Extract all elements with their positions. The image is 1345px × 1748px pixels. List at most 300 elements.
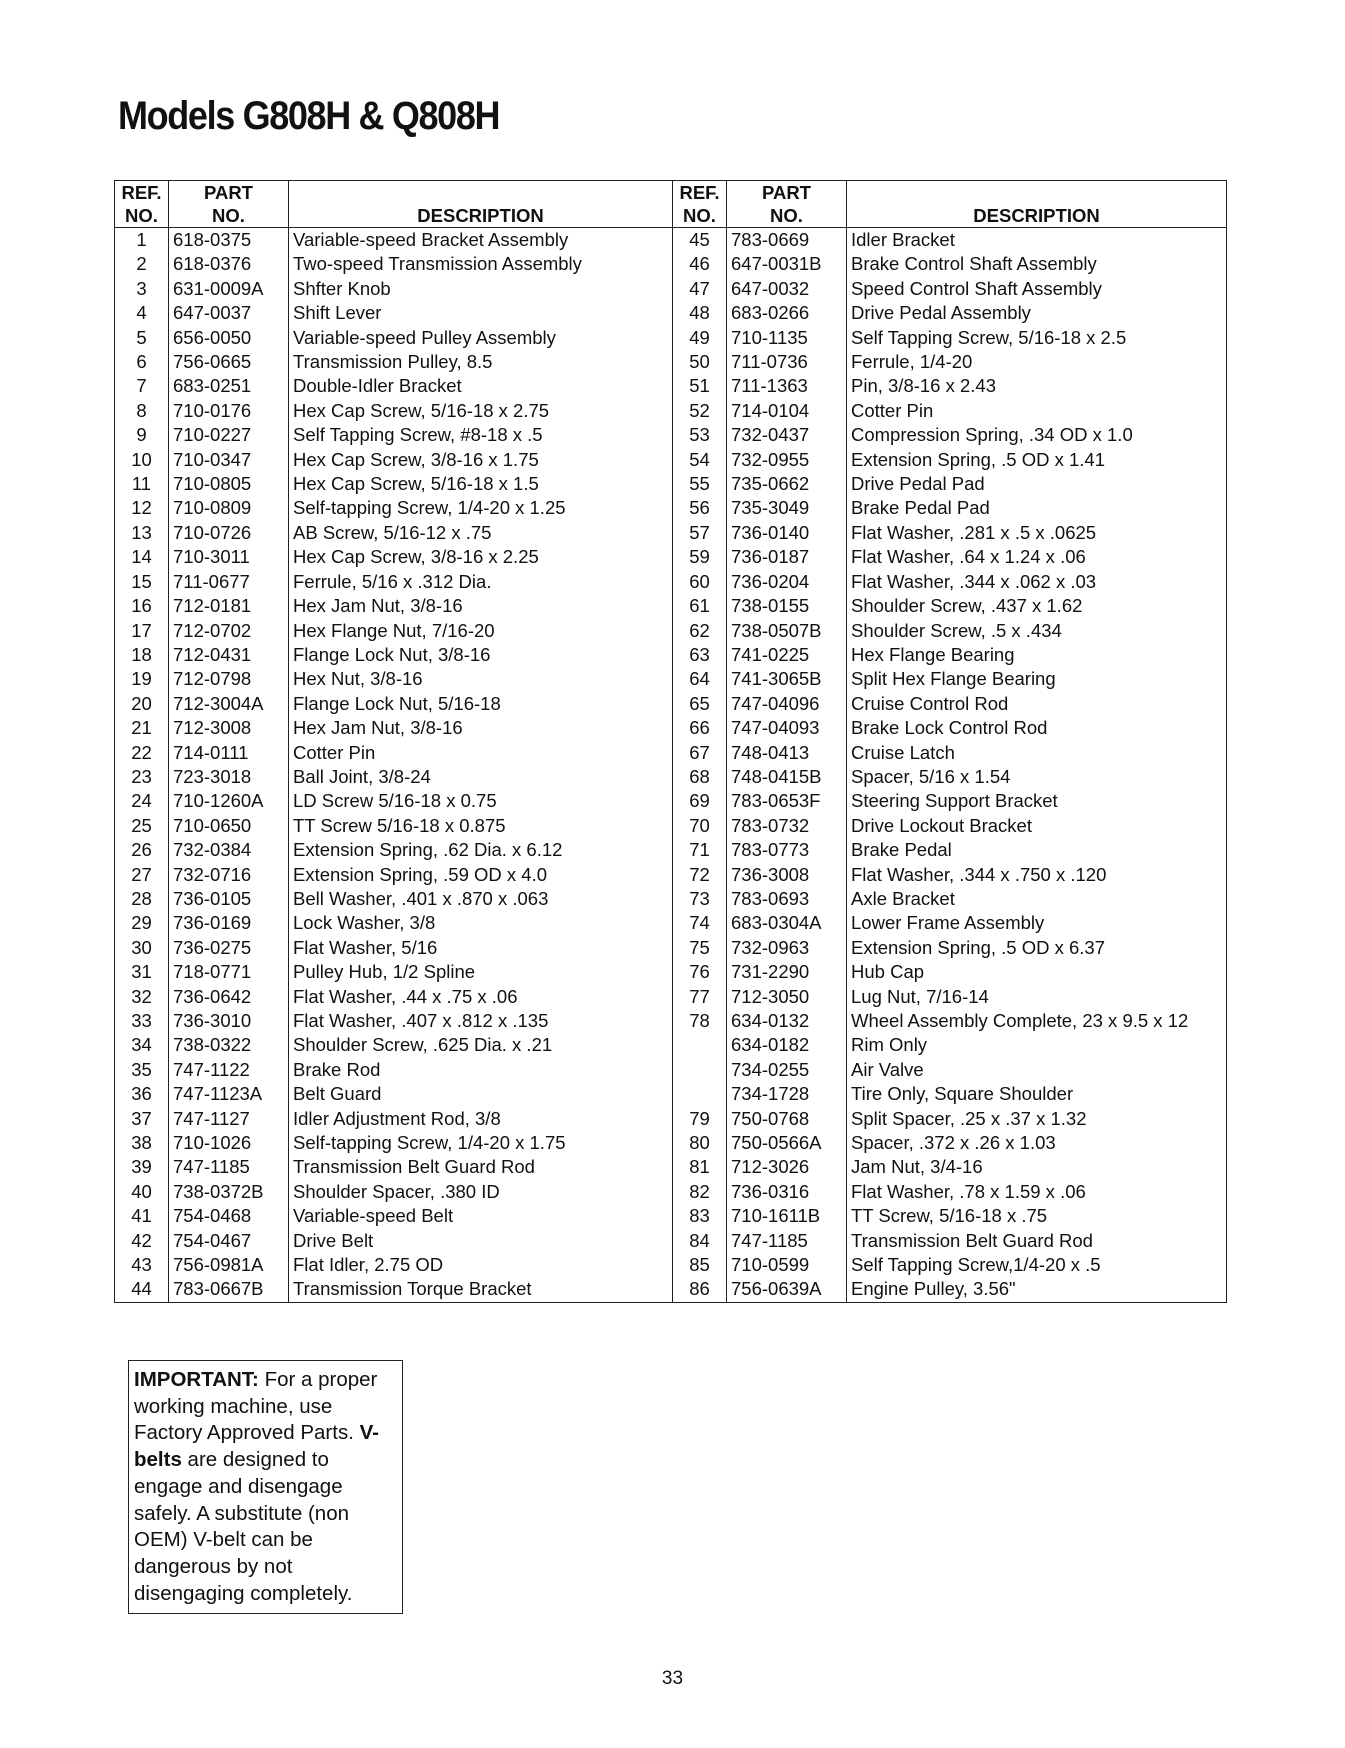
ref-no-cell: 39 xyxy=(131,1156,152,1178)
description-cell: Transmission Belt Guard Rod xyxy=(847,1229,1227,1253)
table-row xyxy=(115,692,1227,716)
ref-no-cell: 79 xyxy=(673,1107,727,1131)
description-cell: Brake Lock Control Rod xyxy=(847,716,1227,740)
table-row xyxy=(115,1033,1227,1057)
ref-no-cell: 43 xyxy=(131,1254,152,1276)
description-cell: Transmission Belt Guard Rod xyxy=(289,1155,673,1179)
ref-no-cell: 73 xyxy=(673,887,727,911)
description-cell: Shoulder Screw, .5 x .434 xyxy=(847,619,1227,643)
ref-no-cell: 80 xyxy=(673,1131,727,1155)
ref-no-cell: 5 xyxy=(136,326,147,348)
description-cell: Steering Support Bracket xyxy=(847,789,1227,813)
part-no-cell: 756-0665 xyxy=(169,350,289,374)
part-no-cell: 738-0507B xyxy=(727,619,847,643)
part-no-cell: 747-1127 xyxy=(169,1107,289,1131)
part-no-cell: 736-3010 xyxy=(169,1009,289,1033)
ref-no-cell: 60 xyxy=(673,570,727,594)
description-cell: Double-Idler Bracket xyxy=(289,374,673,398)
ref-no-cell: 86 xyxy=(673,1277,727,1302)
description-cell: Flat Washer, .281 x .5 x .0625 xyxy=(847,521,1227,545)
part-no-cell: 750-0566A xyxy=(727,1131,847,1155)
table-row xyxy=(115,716,1227,740)
ref-no-cell: 34 xyxy=(131,1034,152,1056)
description-cell: Brake Pedal Pad xyxy=(847,496,1227,520)
table-row xyxy=(115,496,1227,520)
ref-no-cell: 68 xyxy=(673,765,727,789)
part-no-cell: 710-1026 xyxy=(169,1131,289,1155)
table-row xyxy=(115,619,1227,643)
ref-no-cell: 2 xyxy=(136,253,147,275)
table-row xyxy=(115,472,1227,496)
ref-no-cell: 47 xyxy=(673,277,727,301)
description-cell: Flat Washer, 5/16 xyxy=(289,936,673,960)
ref-no-cell: 84 xyxy=(673,1229,727,1253)
ref-no-cell: 33 xyxy=(131,1010,152,1031)
ref-no-cell: 85 xyxy=(673,1253,727,1277)
description-cell: Split Spacer, .25 x .37 x 1.32 xyxy=(847,1107,1227,1131)
ref-no-cell: 78 xyxy=(673,1009,727,1033)
table-row xyxy=(115,1058,1227,1082)
part-no-cell: 710-0805 xyxy=(169,472,289,496)
description-cell: Flat Washer, .78 x 1.59 x .06 xyxy=(847,1180,1227,1204)
ref-no-cell: 56 xyxy=(673,496,727,520)
table-row xyxy=(115,1131,1227,1155)
part-no-cell: 736-0187 xyxy=(727,545,847,569)
ref-no-cell: 30 xyxy=(131,936,152,958)
description-cell: Wheel Assembly Complete, 23 x 9.5 x 12 xyxy=(847,1009,1227,1033)
table-row xyxy=(115,741,1227,765)
description-cell: Drive Pedal Assembly xyxy=(847,301,1227,325)
description-cell: Idler Adjustment Rod, 3/8 xyxy=(289,1107,673,1131)
part-no-cell: 647-0031B xyxy=(727,252,847,276)
description-cell: Variable-speed Bracket Assembly xyxy=(289,228,673,253)
description-cell: Variable-speed Belt xyxy=(289,1204,673,1228)
description-cell: TT Screw 5/16-18 x 0.875 xyxy=(289,814,673,838)
ref-no-cell xyxy=(673,1082,727,1106)
part-no-cell: 712-0181 xyxy=(169,594,289,618)
ref-no-cell: 35 xyxy=(131,1058,152,1080)
description-cell: Belt Guard xyxy=(289,1082,673,1106)
table-row xyxy=(115,399,1227,423)
description-cell: Flat Washer, .44 x .75 x .06 xyxy=(289,985,673,1009)
description-cell: Engine Pulley, 3.56" xyxy=(847,1277,1227,1302)
table-row xyxy=(115,789,1227,813)
description-cell: Tire Only, Square Shoulder xyxy=(847,1082,1227,1106)
table-row xyxy=(115,911,1227,935)
table-row xyxy=(115,374,1227,398)
description-cell: Pin, 3/8-16 x 2.43 xyxy=(847,374,1227,398)
table-row xyxy=(115,765,1227,789)
table-row xyxy=(115,326,1227,350)
description-cell: Extension Spring, .59 OD x 4.0 xyxy=(289,863,673,887)
table-row xyxy=(115,887,1227,911)
ref-no-cell: 62 xyxy=(673,619,727,643)
table-row xyxy=(115,301,1227,325)
part-no-cell: 714-0111 xyxy=(169,741,289,765)
ref-no-cell: 63 xyxy=(673,643,727,667)
part-no-cell: 756-0639A xyxy=(727,1277,847,1302)
ref-no-cell: 67 xyxy=(673,741,727,765)
description-cell: Shoulder Screw, .437 x 1.62 xyxy=(847,594,1227,618)
description-cell: Shfter Knob xyxy=(289,277,673,301)
ref-no-cell: 16 xyxy=(131,595,152,617)
table-row xyxy=(115,1277,1227,1302)
description-cell: AB Screw, 5/16-12 x .75 xyxy=(289,521,673,545)
part-no-cell: 718-0771 xyxy=(169,960,289,984)
ref-no-cell: 82 xyxy=(673,1180,727,1204)
part-no-cell: 747-04096 xyxy=(727,692,847,716)
description-cell: Extension Spring, .5 OD x 6.37 xyxy=(847,936,1227,960)
part-no-cell: 731-2290 xyxy=(727,960,847,984)
ref-no-cell: 72 xyxy=(673,863,727,887)
description-cell: Rim Only xyxy=(847,1033,1227,1057)
part-no-cell: 732-0955 xyxy=(727,448,847,472)
description-cell: Hex Nut, 3/8-16 xyxy=(289,667,673,691)
part-no-cell: 736-0169 xyxy=(169,911,289,935)
ref-no-cell: 44 xyxy=(131,1278,152,1300)
part-no-cell: 747-1122 xyxy=(169,1058,289,1082)
description-cell: Lock Washer, 3/8 xyxy=(289,911,673,935)
ref-no-cell: 64 xyxy=(673,667,727,691)
ref-no-cell: 42 xyxy=(131,1229,152,1251)
ref-no-cell: 7 xyxy=(136,375,147,397)
description-cell: Extension Spring, .62 Dia. x 6.12 xyxy=(289,838,673,862)
ref-no-cell: 76 xyxy=(673,960,727,984)
part-no-cell: 712-0702 xyxy=(169,619,289,643)
part-no-cell: 683-0251 xyxy=(169,374,289,398)
ref-no-cell xyxy=(673,1058,727,1082)
part-no-cell: 783-0693 xyxy=(727,887,847,911)
description-cell: Pulley Hub, 1/2 Spline xyxy=(289,960,673,984)
ref-no-cell: 48 xyxy=(673,301,727,325)
description-cell: Shoulder Screw, .625 Dia. x .21 xyxy=(289,1033,673,1057)
part-no-cell: 710-3011 xyxy=(169,545,289,569)
description-cell: Shoulder Spacer, .380 ID xyxy=(289,1180,673,1204)
description-cell: Air Valve xyxy=(847,1058,1227,1082)
description-cell: Transmission Torque Bracket xyxy=(289,1277,673,1302)
ref-no-cell: 55 xyxy=(673,472,727,496)
ref-no-cell: 26 xyxy=(131,839,152,861)
table-row xyxy=(115,1253,1227,1277)
part-no-cell: 736-0140 xyxy=(727,521,847,545)
part-no-cell: 710-0809 xyxy=(169,496,289,520)
ref-no-cell: 29 xyxy=(131,912,152,934)
ref-no-cell: 27 xyxy=(131,863,152,885)
table-row xyxy=(115,228,1227,253)
part-no-cell: 736-0316 xyxy=(727,1180,847,1204)
part-no-cell: 736-3008 xyxy=(727,863,847,887)
description-cell: Drive Belt xyxy=(289,1229,673,1253)
ref-no-cell: 1 xyxy=(136,229,147,250)
description-cell: Idler Bracket xyxy=(847,228,1227,253)
part-no-cell: 783-0667B xyxy=(169,1277,289,1302)
description-cell: Compression Spring, .34 OD x 1.0 xyxy=(847,423,1227,447)
ref-no-cell: 51 xyxy=(673,374,727,398)
description-cell: Spacer, .372 x .26 x 1.03 xyxy=(847,1131,1227,1155)
part-no-cell: 710-1135 xyxy=(727,326,847,350)
part-no-cell: 736-0204 xyxy=(727,570,847,594)
description-cell: Hex Cap Screw, 5/16-18 x 1.5 xyxy=(289,472,673,496)
part-no-cell: 714-0104 xyxy=(727,399,847,423)
description-cell: Ferrule, 5/16 x .312 Dia. xyxy=(289,570,673,594)
ref-no-cell: 54 xyxy=(673,448,727,472)
ref-no-cell: 8 xyxy=(136,399,147,421)
page-title: Models G808H & Q808H xyxy=(118,94,500,138)
table-row xyxy=(115,863,1227,887)
ref-no-cell: 40 xyxy=(131,1180,152,1202)
description-cell: Hex Cap Screw, 3/8-16 x 2.25 xyxy=(289,545,673,569)
description-cell: Shift Lever xyxy=(289,301,673,325)
part-no-cell: 710-0726 xyxy=(169,521,289,545)
ref-no-cell: 77 xyxy=(673,985,727,1009)
part-no-cell: 732-0437 xyxy=(727,423,847,447)
ref-no-cell: 61 xyxy=(673,594,727,618)
table-row xyxy=(115,350,1227,374)
ref-no-cell: 46 xyxy=(673,252,727,276)
part-no-cell: 735-0662 xyxy=(727,472,847,496)
part-no-cell: 647-0037 xyxy=(169,301,289,325)
table-row xyxy=(115,448,1227,472)
ref-no-cell: 65 xyxy=(673,692,727,716)
ref-no-header: REF. NO. xyxy=(673,181,727,228)
table-row xyxy=(115,667,1227,691)
part-no-cell: 647-0032 xyxy=(727,277,847,301)
part-no-cell: 738-0155 xyxy=(727,594,847,618)
table-row xyxy=(115,252,1227,276)
ref-no-cell: 32 xyxy=(131,985,152,1007)
part-no-cell: 735-3049 xyxy=(727,496,847,520)
description-cell: Brake Control Shaft Assembly xyxy=(847,252,1227,276)
part-no-cell: 783-0669 xyxy=(727,228,847,253)
part-no-cell: 712-3008 xyxy=(169,716,289,740)
parts-table-body xyxy=(115,228,1227,1303)
table-row xyxy=(115,277,1227,301)
table-row xyxy=(115,985,1227,1009)
part-no-cell: 734-1728 xyxy=(727,1082,847,1106)
table-row xyxy=(115,814,1227,838)
description-cell: Hex Cap Screw, 3/8-16 x 1.75 xyxy=(289,448,673,472)
ref-no-cell: 41 xyxy=(131,1205,152,1227)
description-cell: Cruise Control Rod xyxy=(847,692,1227,716)
ref-no-cell: 6 xyxy=(136,351,147,373)
part-no-cell: 783-0773 xyxy=(727,838,847,862)
ref-no-cell: 49 xyxy=(673,326,727,350)
important-text: For a proper working machine, use Factory Approved Parts. xyxy=(134,1368,378,1445)
part-no-cell: 748-0413 xyxy=(727,741,847,765)
part-no-cell: 712-3004A xyxy=(169,692,289,716)
page-number: 33 xyxy=(661,1668,684,1689)
part-no-cell: 634-0132 xyxy=(727,1009,847,1033)
ref-no-cell: 3 xyxy=(136,277,147,299)
ref-no-cell xyxy=(673,1033,727,1057)
ref-no-cell: 37 xyxy=(131,1107,152,1129)
description-cell: Cruise Latch xyxy=(847,741,1227,765)
part-no-cell: 710-0227 xyxy=(169,423,289,447)
important-notice xyxy=(128,1360,403,1614)
ref-no-cell: 36 xyxy=(131,1083,152,1105)
description-cell: Self-tapping Screw, 1/4-20 x 1.75 xyxy=(289,1131,673,1155)
ref-no-cell: 13 xyxy=(131,521,152,543)
ref-no-cell: 18 xyxy=(131,643,152,665)
part-no-cell: 710-0347 xyxy=(169,448,289,472)
part-no-cell: 783-0653F xyxy=(727,789,847,813)
description-cell: Variable-speed Pulley Assembly xyxy=(289,326,673,350)
part-no-cell: 748-0415B xyxy=(727,765,847,789)
description-cell: Self Tapping Screw, #8-18 x .5 xyxy=(289,423,673,447)
description-cell: LD Screw 5/16-18 x 0.75 xyxy=(289,789,673,813)
ref-no-cell: 69 xyxy=(673,789,727,813)
description-cell: Extension Spring, .5 OD x 1.41 xyxy=(847,448,1227,472)
description-cell: Hex Jam Nut, 3/8-16 xyxy=(289,594,673,618)
ref-no-cell: 19 xyxy=(131,668,152,690)
description-cell: Drive Pedal Pad xyxy=(847,472,1227,496)
part-no-cell: 683-0266 xyxy=(727,301,847,325)
part-no-cell: 631-0009A xyxy=(169,277,289,301)
ref-no-cell: 4 xyxy=(136,302,147,324)
description-cell: Hex Flange Nut, 7/16-20 xyxy=(289,619,673,643)
table-row xyxy=(115,521,1227,545)
part-no-cell: 723-3018 xyxy=(169,765,289,789)
part-no-cell: 710-0650 xyxy=(169,814,289,838)
table-row xyxy=(115,1082,1227,1106)
ref-no-cell: 21 xyxy=(131,717,152,739)
part-no-cell: 736-0105 xyxy=(169,887,289,911)
description-header: DESCRIPTION xyxy=(847,181,1227,228)
part-no-cell: 712-0798 xyxy=(169,667,289,691)
part-no-cell: 741-3065B xyxy=(727,667,847,691)
description-cell: Hub Cap xyxy=(847,960,1227,984)
ref-no-cell: 12 xyxy=(131,497,152,519)
description-cell: Two-speed Transmission Assembly xyxy=(289,252,673,276)
description-cell: Flange Lock Nut, 3/8-16 xyxy=(289,643,673,667)
table-row xyxy=(115,936,1227,960)
ref-no-cell: 22 xyxy=(131,741,152,763)
table-row xyxy=(115,545,1227,569)
vbelts-label: V-belts xyxy=(134,1421,379,1472)
part-no-cell: 754-0468 xyxy=(169,1204,289,1228)
description-cell: Cotter Pin xyxy=(289,741,673,765)
part-no-cell: 618-0375 xyxy=(169,228,289,253)
description-cell: Transmission Pulley, 8.5 xyxy=(289,350,673,374)
table-row xyxy=(115,1009,1227,1033)
description-cell: Flat Washer, .344 x .750 x .120 xyxy=(847,863,1227,887)
description-cell: Bell Washer, .401 x .870 x .063 xyxy=(289,887,673,911)
description-header: DESCRIPTION xyxy=(289,181,673,228)
part-no-cell: 754-0467 xyxy=(169,1229,289,1253)
table-row xyxy=(115,1204,1227,1228)
part-no-cell: 736-0275 xyxy=(169,936,289,960)
part-no-cell: 711-0736 xyxy=(727,350,847,374)
ref-no-cell: 81 xyxy=(673,1155,727,1179)
part-no-cell: 711-0677 xyxy=(169,570,289,594)
description-cell: Self Tapping Screw, 5/16-18 x 2.5 xyxy=(847,326,1227,350)
description-cell: Hex Flange Bearing xyxy=(847,643,1227,667)
description-cell: Flat Washer, .344 x .062 x .03 xyxy=(847,570,1227,594)
ref-no-cell: 52 xyxy=(673,399,727,423)
part-no-cell: 712-0431 xyxy=(169,643,289,667)
ref-no-cell: 9 xyxy=(136,424,147,446)
description-cell: Brake Rod xyxy=(289,1058,673,1082)
description-cell: Speed Control Shaft Assembly xyxy=(847,277,1227,301)
ref-no-cell: 59 xyxy=(673,545,727,569)
part-no-cell: 712-3050 xyxy=(727,985,847,1009)
description-cell: Self-tapping Screw, 1/4-20 x 1.25 xyxy=(289,496,673,520)
part-no-cell: 711-1363 xyxy=(727,374,847,398)
ref-no-cell: 31 xyxy=(131,961,152,983)
part-no-cell: 783-0732 xyxy=(727,814,847,838)
part-no-cell: 747-1123A xyxy=(169,1082,289,1106)
part-no-cell: 710-0599 xyxy=(727,1253,847,1277)
part-no-cell: 736-0642 xyxy=(169,985,289,1009)
description-cell: Flat Washer, .407 x .812 x .135 xyxy=(289,1009,673,1033)
ref-no-cell: 10 xyxy=(131,448,152,470)
part-no-cell: 750-0768 xyxy=(727,1107,847,1131)
ref-no-cell: 14 xyxy=(131,546,152,568)
ref-no-cell: 28 xyxy=(131,887,152,909)
table-row xyxy=(115,570,1227,594)
description-cell: Cotter Pin xyxy=(847,399,1227,423)
parts-table-header xyxy=(115,181,1227,228)
ref-no-cell: 24 xyxy=(131,790,152,812)
description-cell: TT Screw, 5/16-18 x .75 xyxy=(847,1204,1227,1228)
part-no-cell: 738-0322 xyxy=(169,1033,289,1057)
ref-no-cell: 57 xyxy=(673,521,727,545)
ref-no-cell: 20 xyxy=(131,692,152,714)
table-row xyxy=(115,1229,1227,1253)
part-no-cell: 712-3026 xyxy=(727,1155,847,1179)
ref-no-cell: 25 xyxy=(131,814,152,836)
part-no-cell: 656-0050 xyxy=(169,326,289,350)
part-no-cell: 732-0716 xyxy=(169,863,289,887)
important-text: are designed to engage and disengage safely. A substitute (non OEM) V-belt can be dangerous by not disengaging completely. xyxy=(134,1448,353,1605)
ref-no-cell: 75 xyxy=(673,936,727,960)
table-row xyxy=(115,960,1227,984)
part-no-header: PART NO. xyxy=(727,181,847,228)
part-no-cell: 732-0963 xyxy=(727,936,847,960)
part-no-cell: 734-0255 xyxy=(727,1058,847,1082)
parts-table xyxy=(114,180,1227,1303)
part-no-cell: 741-0225 xyxy=(727,643,847,667)
ref-no-cell: 15 xyxy=(131,570,152,592)
description-cell: Ferrule, 1/4-20 xyxy=(847,350,1227,374)
ref-no-cell: 50 xyxy=(673,350,727,374)
description-cell: Flat Washer, .64 x 1.24 x .06 xyxy=(847,545,1227,569)
part-no-cell: 738-0372B xyxy=(169,1180,289,1204)
ref-no-cell: 38 xyxy=(131,1132,152,1154)
description-cell: Flat Idler, 2.75 OD xyxy=(289,1253,673,1277)
part-no-cell: 683-0304A xyxy=(727,911,847,935)
ref-no-cell: 70 xyxy=(673,814,727,838)
part-no-cell: 747-04093 xyxy=(727,716,847,740)
description-cell: Axle Bracket xyxy=(847,887,1227,911)
description-cell: Jam Nut, 3/4-16 xyxy=(847,1155,1227,1179)
ref-no-cell: 71 xyxy=(673,838,727,862)
important-label: IMPORTANT: xyxy=(134,1368,259,1391)
description-cell: Self Tapping Screw,1/4-20 x .5 xyxy=(847,1253,1227,1277)
part-no-header: PART NO. xyxy=(169,181,289,228)
part-no-cell: 710-1260A xyxy=(169,789,289,813)
ref-no-cell: 11 xyxy=(131,473,152,495)
description-cell: Brake Pedal xyxy=(847,838,1227,862)
ref-no-cell: 23 xyxy=(131,765,152,787)
ref-no-cell: 17 xyxy=(131,619,152,641)
ref-no-cell: 66 xyxy=(673,716,727,740)
table-row xyxy=(115,838,1227,862)
ref-no-cell: 45 xyxy=(673,228,727,253)
part-no-cell: 710-0176 xyxy=(169,399,289,423)
table-row xyxy=(115,643,1227,667)
table-row xyxy=(115,1180,1227,1204)
